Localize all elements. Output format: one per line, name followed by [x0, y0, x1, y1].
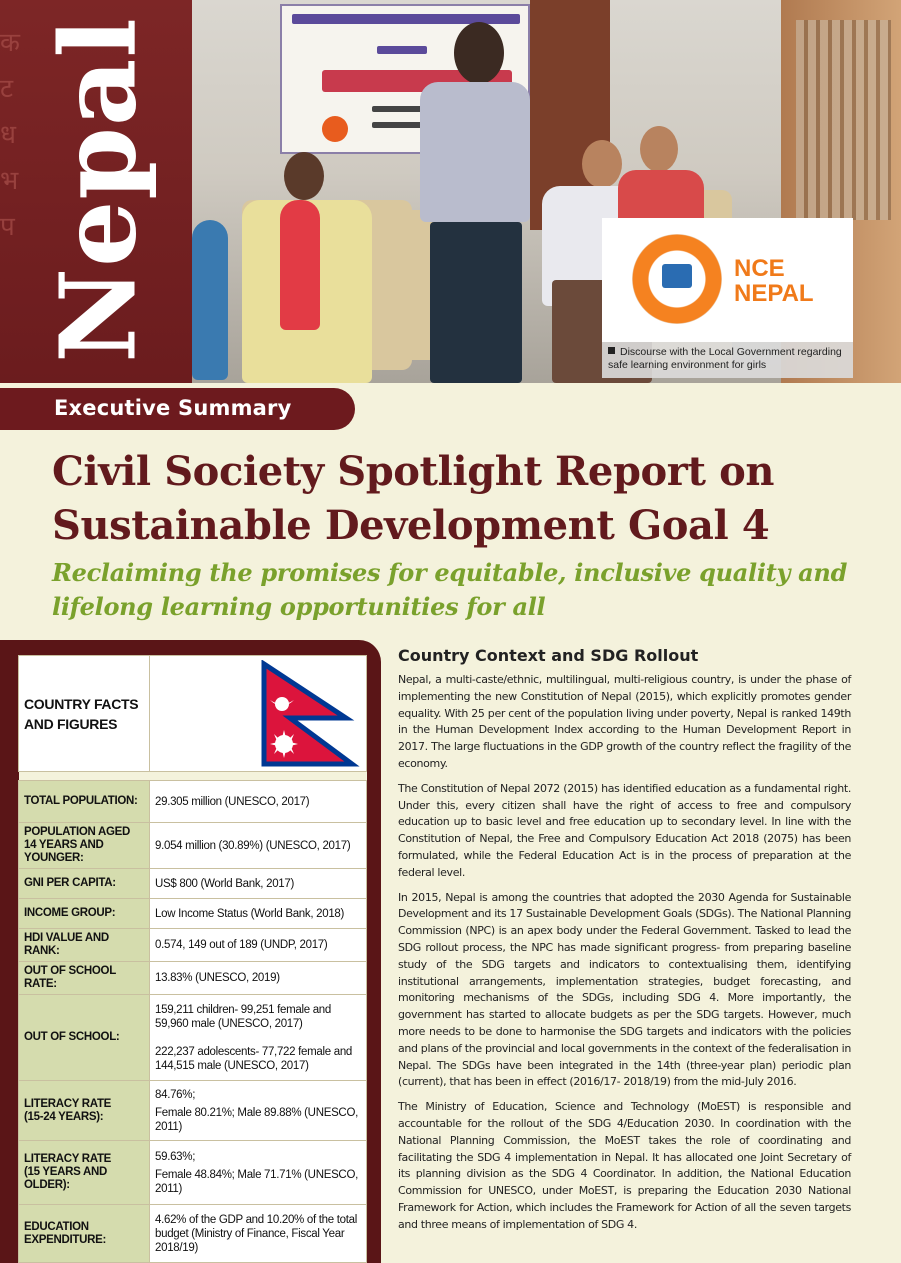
fact-value: 29.305 million (UNESCO, 2017): [150, 781, 367, 823]
report-subtitle: Reclaiming the promises for equitable, inclusive quality and lifelong learning opportunities for all: [52, 558, 848, 621]
photo-caption: [602, 342, 853, 378]
body-paragraph: The Ministry of Education, Science and Technology (MoEST) is responsible and accountable for the rollout of the SDG 4/Education 2030. In coordination with the National Planning Commission, the MoEST takes the role of coordinating and facilitating the SDG 4 implementation in Nepal. It has allocated one Joint Secretary of its planning division as the SDG 4 Coordinator. In addition, the National Education Commission for UNESCO, under MoEST, is preparing the Education 2030 National Framework for Action, which includes the Framework for Action of all the seven targets and three means of implementation of SDG 4.: [398, 1100, 851, 1231]
deva-char: ध: [0, 120, 16, 150]
executive-summary-label: Executive Summary: [54, 396, 292, 420]
photo-window: [796, 20, 891, 220]
fact-value-line: 159,211 children- 99,251 female and 59,960 male (UNESCO, 2017): [155, 1003, 331, 1030]
banner-logo: [322, 116, 348, 142]
fact-value: [150, 1141, 367, 1205]
logo-text-line: NCE: [734, 255, 785, 282]
fact-value-line: 222,237 adolescents- 77,722 female and 144,515 male (UNESCO, 2017): [155, 1045, 353, 1072]
book-icon: [662, 264, 692, 288]
fact-label: GNI PER CAPITA:: [19, 869, 150, 899]
fact-label: TOTAL POPULATION:: [19, 781, 150, 823]
fact-value: US$ 800 (World Bank, 2017): [150, 869, 367, 899]
bullet-square-icon: [608, 347, 615, 354]
fact-label: EDUCATION EXPENDITURE:: [19, 1205, 150, 1263]
country-name-vertical: Nepal: [36, 17, 160, 363]
section-heading: Country Context and SDG Rollout: [398, 646, 699, 665]
country-facts-table: [18, 655, 367, 1263]
facts-row: [19, 995, 367, 1081]
logo-text-line: NEPAL: [734, 280, 814, 307]
fact-value-line: Female 48.84%; Male 71.71% (UNESCO, 2011): [155, 1168, 358, 1195]
nce-nepal-logo-card: [602, 218, 853, 342]
fact-value-line: 59.63%;: [155, 1150, 196, 1163]
fact-label: OUT OF SCHOOL RATE:: [19, 962, 150, 995]
fact-value: 4.62% of the GDP and 10.20% of the total budget (Ministry of Finance, Fiscal Year 2018/19): [150, 1205, 367, 1263]
deva-char: क: [0, 28, 20, 58]
facts-row: [19, 1205, 367, 1263]
report-title: Civil Society Spotlight Report on Sustainable Development Goal 4: [52, 448, 775, 549]
fact-value-line: 84.76%;: [155, 1088, 196, 1101]
nepal-flag-icon: [260, 660, 360, 768]
fact-label: [19, 1081, 150, 1141]
fact-label-line: (15-24 YEARS):: [24, 1110, 104, 1123]
fact-label: HDI VALUE AND RANK:: [19, 929, 150, 962]
body-paragraph: In 2015, Nepal is among the countries that adopted the 2030 Agenda for Sustainable Development and its 17 Sustainable Development Goals (SDGs). The National Planning Commission (NPC) is an apex body under the Federal Government. Tasked to lead the SDG rollout process, the NPC has made significant progress- from preparing baseline study of the SDG targets and indicators to contextualising them, identifying institutional arrangements, implementation strategies, budget forecasting, and monitoring mechanisms of the SDGs, including SDG 4. More importantly, the government has started to allocate budgets as per the SDG targets. However, much more needs to be done to harmonise the SDG targets and indicators with the policies and plans of the provincial and local governments in the context of the federalisation in Nepal. The SDGs have been integrated in the 14th (three-year plan) periodic plan (current), that has been in effect (2016/17- 2018/19) from the mid-July 2016.: [398, 890, 851, 1089]
hero-side-panel: [0, 0, 192, 383]
deva-char: भ: [0, 166, 19, 196]
fact-value: [150, 995, 367, 1081]
body-paragraph: Nepal, a multi-caste/ethnic, multilingual, multi-religious country, is under the phase of implementing the new Constitution of Nepal (2015), which explicitly promotes gender equality. With 25 per cent of the population living under poverty, Nepal is ranked 149th in the Human Development Index according to the Human Development Report in 2017. The large fluctuations in the GDP growth of the country reflect the fragility of the economy.: [398, 673, 851, 770]
fact-label: OUT OF SCHOOL:: [19, 995, 150, 1081]
facts-row: [19, 869, 367, 899]
fact-value: 9.054 million (30.89%) (UNESCO, 2017): [150, 823, 367, 869]
body-paragraph: The Constitution of Nepal 2072 (2015) has identified education as a fundamental right. Under this, every citizen shall have the right of access to free and compulsory education up to basic level and free education up to secondary level. In line with the Constitution of Nepal, the Free and Compulsory Education Act 2018 (2075) has been formulated, while the Federal Education Act is in the process of preparation at the federal level.: [398, 781, 851, 879]
facts-header-row: [19, 656, 367, 772]
facts-row: [19, 1141, 367, 1205]
logo-wordmark: [734, 256, 814, 306]
section-body: [398, 672, 851, 1242]
facts-heading: COUNTRY FACTS AND FIGURES: [24, 695, 139, 732]
fact-label: [19, 1141, 150, 1205]
hero-image: [0, 0, 901, 383]
facts-row: [19, 1081, 367, 1141]
fact-label-line: (15 YEARS AND OLDER):: [24, 1166, 108, 1191]
fact-value: [150, 1081, 367, 1141]
deva-char: ट: [0, 74, 14, 104]
fact-value: 0.574, 149 out of 189 (UNDP, 2017): [150, 929, 367, 962]
spacer: [19, 772, 367, 781]
deva-char: प: [0, 212, 15, 242]
facts-row: [19, 962, 367, 995]
banner-text-line: [377, 46, 427, 54]
caption-text: Discourse with the Local Government regarding safe learning environment for girls: [608, 346, 842, 371]
fact-label-line: LITERACY RATE: [24, 1097, 112, 1110]
facts-row: [19, 929, 367, 962]
fact-value-line: Female 80.21%; Male 89.88% (UNESCO, 2011): [155, 1106, 358, 1133]
facts-heading-cell: [19, 656, 150, 772]
facts-row: [19, 781, 367, 823]
fact-label-line: LITERACY RATE: [24, 1153, 112, 1165]
fact-label: INCOME GROUP:: [19, 899, 150, 929]
facts-row: [19, 823, 367, 869]
facts-row: [19, 899, 367, 929]
flag-cell: [150, 656, 367, 772]
fact-value: Low Income Status (World Bank, 2018): [150, 899, 367, 929]
fact-label: POPULATION AGED 14 YEARS AND YOUNGER:: [19, 823, 150, 869]
fact-value: 13.83% (UNESCO, 2019): [150, 962, 367, 995]
